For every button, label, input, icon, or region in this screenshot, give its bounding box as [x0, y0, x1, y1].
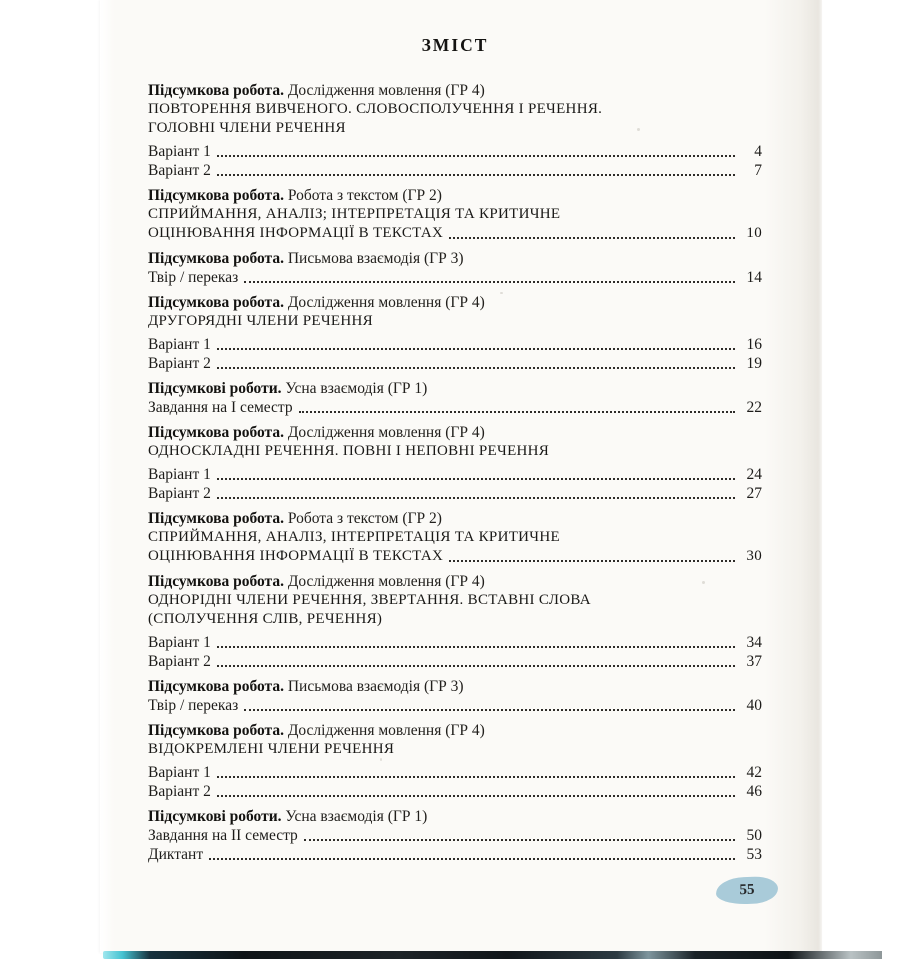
toc-text-line: [148, 205, 762, 224]
dot-leader: [217, 155, 735, 157]
section-header-bold: Підсумкова робота.: [148, 424, 284, 441]
entry-label: Варіант 1: [148, 143, 211, 160]
dot-leader: [217, 348, 735, 350]
entry-page-number: 16: [746, 336, 762, 353]
section-header-bold: Підсумкова робота.: [148, 678, 284, 695]
dot-leader: [304, 839, 735, 841]
section-header: [148, 249, 762, 268]
entry-label: Твір / переказ: [148, 697, 239, 714]
entry-label: Варіант 1: [148, 466, 211, 483]
section-header-rest: Дослідження мовлення (ГР 4): [283, 573, 485, 590]
toc-section: [148, 249, 762, 287]
dot-leader: [244, 709, 735, 711]
toc-entry: [148, 652, 762, 671]
dot-leader: [217, 646, 735, 648]
page-number: 55: [739, 881, 755, 899]
section-header: [148, 572, 762, 591]
entry-label: ГОЛОВНІ ЧЛЕНИ РЕЧЕННЯ: [148, 120, 346, 136]
entry-label: Варіант 1: [148, 764, 211, 781]
page-title: ЗМІСТ: [421, 35, 489, 55]
scan-speck: [702, 581, 705, 584]
dot-leader: [217, 367, 735, 369]
entry-page-number: 46: [746, 783, 762, 800]
section-header-rest: Дослідження мовлення (ГР 4): [283, 294, 485, 311]
section-header: [148, 379, 762, 398]
dot-leader: [217, 776, 735, 778]
toc-entry: [148, 142, 762, 161]
page-sheet: [100, 0, 822, 953]
entry-label: СПРИЙМАННЯ, АНАЛІЗ; ІНТЕРПРЕТАЦІЯ ТА КРИТИЧНЕ: [148, 206, 561, 222]
toc-entry: [148, 224, 762, 243]
toc-entry: [148, 268, 762, 287]
entry-label: Варіант 1: [148, 634, 211, 651]
toc-entry: [148, 845, 762, 864]
entry-label: ПОВТОРЕННЯ ВИВЧЕНОГО. СЛОВОСПОЛУЧЕННЯ І РЕЧЕННЯ.: [148, 101, 603, 117]
section-header-bold: Підсумкова робота.: [148, 510, 284, 527]
scan-speck: [637, 128, 640, 131]
toc-text-line: [148, 100, 762, 119]
toc-section: [148, 677, 762, 715]
dot-leader: [449, 237, 735, 239]
section-header: [148, 186, 762, 205]
entry-label: Варіант 2: [148, 653, 211, 670]
entry-label: ОЦІНЮВАННЯ ІНФОРМАЦІЇ В ТЕКСТАХ: [148, 225, 444, 241]
toc-text-line: [148, 442, 762, 461]
section-header-rest: Дослідження мовлення (ГР 4): [283, 82, 485, 99]
section-header-rest: Дослідження мовлення (ГР 4): [283, 722, 485, 739]
entry-label: ОДНОРІДНІ ЧЛЕНИ РЕЧЕННЯ, ЗВЕРТАННЯ. ВСТАВНІ СЛОВА: [148, 592, 591, 608]
section-header: [148, 807, 762, 826]
section-header: [148, 423, 762, 442]
entry-label: Завдання на І семестр: [148, 399, 293, 416]
toc-section: [148, 379, 762, 417]
entry-page-number: 53: [746, 846, 762, 863]
toc-entry: [148, 484, 762, 503]
section-header-bold: Підсумкові роботи.: [148, 380, 282, 397]
dot-leader: [217, 497, 735, 499]
toc-entry: [148, 161, 762, 180]
toc-text-line: [148, 528, 762, 547]
entry-label: ОДНОСКЛАДНІ РЕЧЕННЯ. ПОВНІ І НЕПОВНІ РЕЧЕННЯ: [148, 443, 550, 459]
toc-section: [148, 509, 762, 566]
section-header: [148, 721, 762, 740]
page-number-badge: [716, 876, 779, 905]
toc-sections: [148, 81, 762, 864]
entry-label: (СПОЛУЧЕННЯ СЛІВ, РЕЧЕННЯ): [148, 611, 383, 627]
entry-label: ДРУГОРЯДНІ ЧЛЕНИ РЕЧЕННЯ: [148, 313, 373, 329]
entry-label: Завдання на ІІ семестр: [148, 827, 298, 844]
entry-page-number: 22: [746, 399, 762, 416]
section-header-rest: Робота з текстом (ГР 2): [283, 187, 442, 204]
dot-leader: [217, 795, 735, 797]
toc-entry: [148, 354, 762, 373]
entry-page-number: 19: [746, 355, 762, 372]
section-header-bold: Підсумкова робота.: [148, 82, 284, 99]
section-header-bold: Підсумкова робота.: [148, 250, 284, 267]
scan-speck: [380, 758, 382, 761]
toc-entry: [148, 465, 762, 484]
section-header-rest: Письмова взаємодія (ГР 3): [283, 678, 464, 695]
entry-page-number: 10: [746, 225, 762, 241]
dot-leader: [449, 560, 735, 562]
scan-speck: [500, 292, 503, 294]
toc-text-line: [148, 610, 762, 629]
section-header: [148, 81, 762, 100]
section-header-rest: Усна взаємодія (ГР 1): [281, 808, 428, 825]
dot-leader: [217, 174, 735, 176]
toc-section: [148, 423, 762, 503]
section-header-rest: Робота з текстом (ГР 2): [283, 510, 442, 527]
entry-label: Варіант 2: [148, 355, 211, 372]
entry-page-number: 4: [754, 143, 762, 160]
toc-entry: [148, 633, 762, 652]
section-header-rest: Усна взаємодія (ГР 1): [281, 380, 428, 397]
entry-label: ВІДОКРЕМЛЕНІ ЧЛЕНИ РЕЧЕННЯ: [148, 741, 395, 757]
entry-page-number: 40: [746, 697, 762, 714]
toc: [100, 0, 822, 864]
toc-section: [148, 721, 762, 801]
section-header: [148, 677, 762, 696]
toc-text-line: [148, 119, 762, 138]
section-header-rest: Дослідження мовлення (ГР 4): [283, 424, 485, 441]
toc-section: [148, 293, 762, 373]
entry-label: Диктант: [148, 846, 204, 863]
section-header: [148, 509, 762, 528]
toc-section: [148, 807, 762, 864]
toc-entry: [148, 763, 762, 782]
entry-label: Варіант 2: [148, 162, 211, 179]
toc-text-line: [148, 312, 762, 331]
dot-leader: [209, 858, 735, 860]
entry-page-number: 42: [746, 764, 762, 781]
entry-label: ОЦІНЮВАННЯ ІНФОРМАЦІЇ В ТЕКСТАХ: [148, 548, 444, 564]
toc-text-line: [148, 591, 762, 610]
entry-page-number: 7: [754, 162, 762, 179]
dot-leader: [217, 665, 735, 667]
entry-page-number: 34: [746, 634, 762, 651]
section-header-bold: Підсумкова робота.: [148, 187, 284, 204]
entry-page-number: 37: [746, 653, 762, 670]
toc-entry: [148, 782, 762, 801]
toc-entry: [148, 398, 762, 417]
toc-entry: [148, 696, 762, 715]
entry-page-number: 27: [746, 485, 762, 502]
toc-entry: [148, 826, 762, 845]
dot-leader: [217, 478, 735, 480]
section-header-bold: Підсумкова робота.: [148, 722, 284, 739]
section-header-bold: Підсумкові роботи.: [148, 808, 282, 825]
entry-label: Варіант 2: [148, 783, 211, 800]
dot-leader: [299, 411, 735, 413]
entry-page-number: 24: [746, 466, 762, 483]
entry-label: Варіант 2: [148, 485, 211, 502]
toc-section: [148, 81, 762, 180]
section-header: [148, 293, 762, 312]
toc-entry: [148, 335, 762, 354]
entry-label: Твір / переказ: [148, 269, 239, 286]
section-header-bold: Підсумкова робота.: [148, 294, 284, 311]
toc-section: [148, 572, 762, 671]
section-header-bold: Підсумкова робота.: [148, 573, 284, 590]
entry-label: Варіант 1: [148, 336, 211, 353]
section-header-rest: Письмова взаємодія (ГР 3): [283, 250, 464, 267]
toc-text-line: [148, 740, 762, 759]
entry-page-number: 50: [746, 827, 762, 844]
toc-entry: [148, 547, 762, 566]
entry-page-number: 14: [746, 269, 762, 286]
toc-section: [148, 186, 762, 243]
entry-label: СПРИЙМАННЯ, АНАЛІЗ, ІНТЕРПРЕТАЦІЯ ТА КРИТИЧНЕ: [148, 529, 560, 545]
book-bottom-edge: [103, 951, 882, 959]
entry-page-number: 30: [746, 548, 762, 564]
dot-leader: [244, 281, 735, 283]
